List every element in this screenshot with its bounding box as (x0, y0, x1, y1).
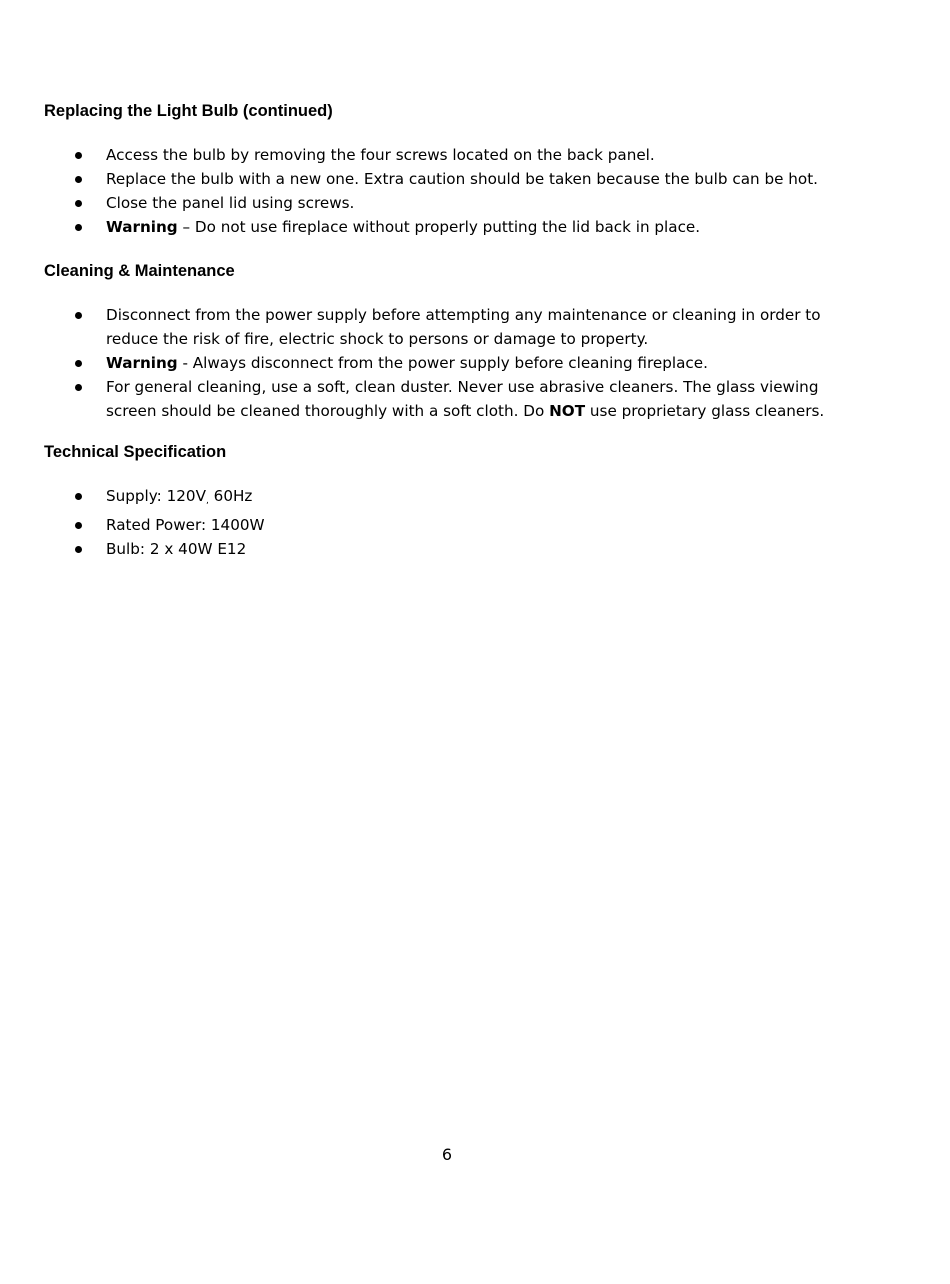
item-text: screen should be cleaned thoroughly with a soft cloth. Do (106, 402, 550, 420)
item-text: Close the panel lid using screws. (106, 194, 355, 212)
bullet-list (44, 303, 904, 423)
bullet-icon (75, 224, 82, 231)
item-text-line: reduce the risk of fire, electric shock to persons or damage to property. (106, 330, 649, 348)
emphasis-not: NOT (549, 402, 586, 420)
separator-comma: , (205, 496, 209, 506)
item-text: Replace the bulb with a new one. Extra caution should be taken because the bulb can be hot. (106, 170, 818, 188)
section-heading: Technical Specification (44, 443, 227, 461)
item-text: Access the bulb by removing the four screws located on the back panel. (106, 146, 655, 164)
item-text: – Do not use fireplace without properly putting the lid back in place. (177, 218, 701, 236)
item-text-line: Disconnect from the power supply before attempting any maintenance or cleaning in order to (106, 306, 821, 324)
bullet-list (44, 143, 904, 239)
item-text: - Always disconnect from the power supply before cleaning fireplace. (177, 354, 708, 372)
bullet-icon (75, 546, 82, 553)
section-cleaning-maintenance (44, 260, 904, 423)
list-item (44, 215, 904, 239)
item-text: Rated Power: 1400W (106, 516, 265, 534)
bullet-icon (75, 200, 82, 207)
list-item (44, 303, 904, 351)
item-text-line: For general cleaning, use a soft, clean duster. Never use abrasive cleaners. The glass viewing (106, 378, 819, 396)
list-item (44, 191, 904, 215)
item-text-line (106, 399, 904, 423)
bullet-icon (75, 384, 82, 391)
item-text: use proprietary glass cleaners. (585, 402, 825, 420)
list-item (44, 351, 904, 375)
list-item (44, 375, 904, 423)
item-text: Bulb: 2 x 40W E12 (106, 540, 247, 558)
section-heading: Cleaning & Maintenance (44, 262, 235, 280)
list-item (44, 484, 904, 513)
section-technical-specification (44, 441, 904, 561)
bullet-icon (75, 493, 82, 500)
warning-label: Warning (106, 218, 178, 236)
bullet-icon (75, 360, 82, 367)
list-item (44, 143, 904, 167)
section-heading: Replacing the Light Bulb (continued) (44, 102, 333, 120)
bullet-icon (75, 152, 82, 159)
bullet-icon (75, 312, 82, 319)
item-text: 60Hz (208, 487, 253, 505)
bullet-list (44, 484, 904, 561)
bullet-icon (75, 522, 82, 529)
page-number: 6 (441, 1145, 453, 1164)
list-item (44, 167, 904, 191)
warning-label: Warning (106, 354, 178, 372)
list-item (44, 513, 904, 537)
list-item (44, 537, 904, 561)
section-replacing-light-bulb (44, 100, 904, 239)
item-text: Supply: 120V (106, 487, 206, 505)
bullet-icon (75, 176, 82, 183)
